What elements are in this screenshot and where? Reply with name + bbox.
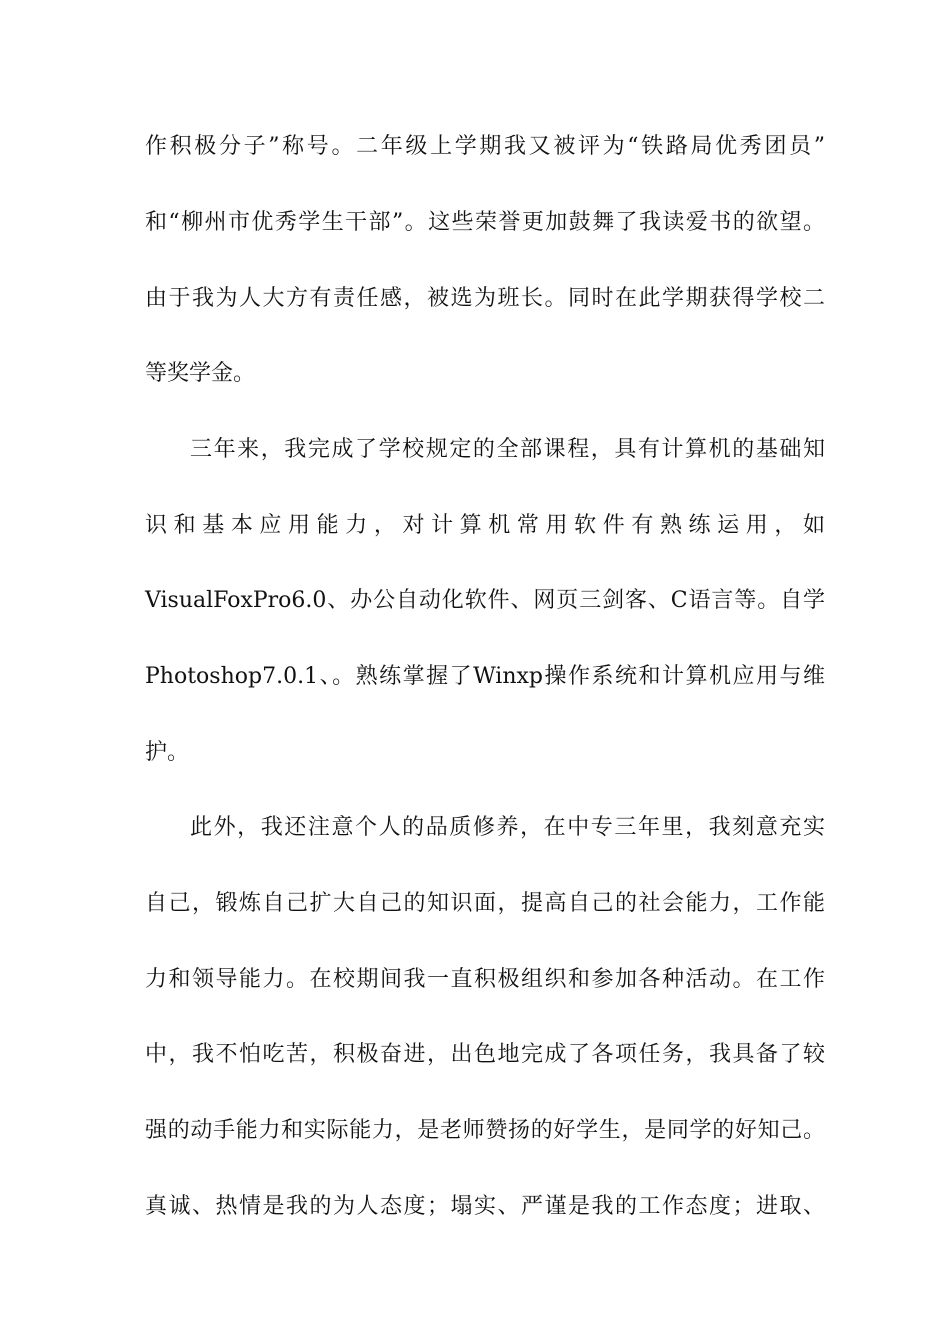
paragraph-line: 真诚、热情是我的为人态度；塌实、严谨是我的工作态度；进取、 bbox=[145, 1194, 825, 1219]
paragraph-line: 强的动手能力和实际能力，是老师赞扬的好学生，是同学的好知己。 bbox=[145, 1118, 825, 1143]
paragraph-line: VisualFoxPro6.0、办公自动化软件、网页三剑客、C语言等。自学 bbox=[145, 588, 825, 613]
paragraph-line: 此外，我还注意个人的品质修养，在中专三年里，我刻意充实 bbox=[190, 815, 825, 840]
paragraph-line: Photoshop7.0.1、。熟练掌握了Winxp操作系统和计算机应用与维 bbox=[145, 664, 825, 689]
paragraph-line: 三年来，我完成了学校规定的全部课程，具有计算机的基础知 bbox=[190, 437, 825, 462]
paragraph-line: 等奖学金。 bbox=[145, 361, 256, 386]
paragraph-line: 由于我为人大方有责任感，被选为班长。同时在此学期获得学校二 bbox=[145, 286, 825, 311]
paragraph-line: 自己，锻炼自己扩大自己的知识面，提高自己的社会能力，工作能 bbox=[145, 891, 825, 916]
paragraph-line: 和“柳州市优秀学生干部”。这些荣誉更加鼓舞了我读爱书的欲望。 bbox=[145, 210, 825, 235]
paragraph-line: 力和领导能力。在校期间我一直积极组织和参加各种活动。在工作 bbox=[145, 967, 825, 992]
paragraph-line: 识和基本应用能力，对计算机常用软件有熟练运用，如 bbox=[145, 513, 825, 538]
paragraph-line: 作积极分子”称号。二年级上学期我又被评为“铁路局优秀团员” bbox=[145, 134, 825, 159]
paragraph-line: 中，我不怕吃苦，积极奋进，出色地完成了各项任务，我具备了较 bbox=[145, 1042, 825, 1067]
paragraph-line: 护。 bbox=[145, 740, 190, 765]
